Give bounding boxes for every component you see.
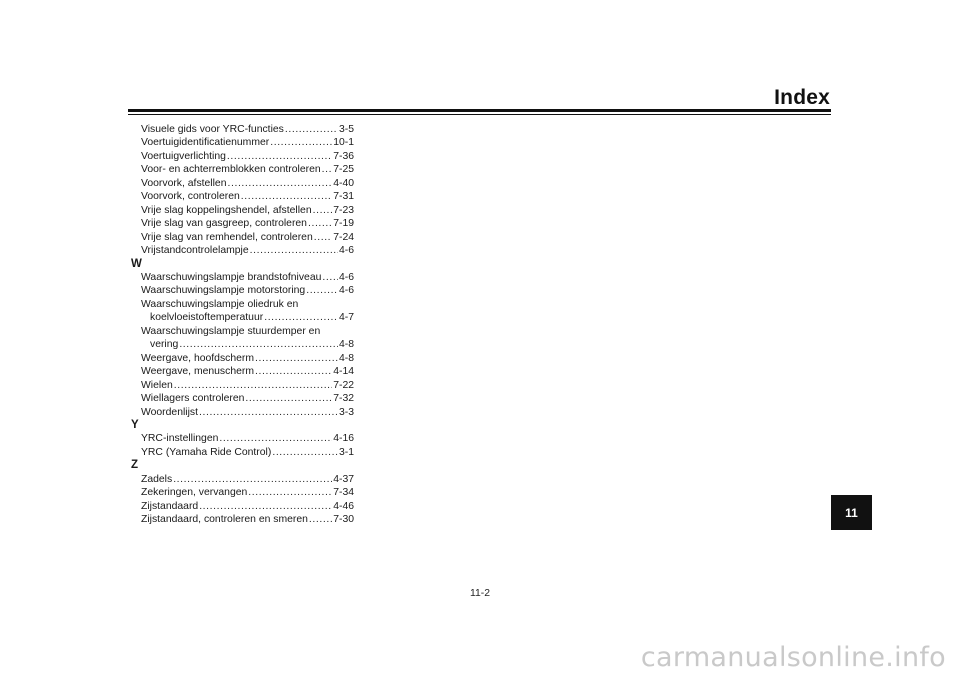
index-entry-page: 4-37	[333, 473, 354, 485]
index-entry-text: Voor- en achterremblokken controleren	[141, 164, 321, 176]
index-entry-text: Waarschuwingslampje motorstoring	[141, 285, 306, 297]
index-leader-dots	[264, 311, 338, 324]
index-entry	[131, 136, 354, 149]
index-entry-text: Wiellagers controleren	[141, 393, 245, 405]
index-entry	[131, 486, 354, 499]
index-leader-dots	[199, 406, 338, 419]
index-entry-text: Weergave, hoofdscherm	[141, 352, 255, 364]
index-letter-heading: Z	[131, 459, 139, 472]
index-entry-text: Zadels	[141, 473, 173, 485]
index-leader-dots	[227, 177, 332, 190]
index-entry-page: 4-7	[338, 312, 354, 324]
index-entry	[131, 338, 354, 351]
index-entry	[131, 231, 354, 244]
index-entry-page: 7-34	[333, 487, 354, 499]
watermark: carmanualsonline.info	[640, 642, 946, 673]
index-leader-dots	[255, 365, 332, 378]
index-entry-page: 10-1	[333, 137, 354, 149]
index-leader-dots	[308, 217, 332, 230]
index-entry-text: Zekeringen, vervangen	[141, 487, 248, 499]
index-leader-dots	[255, 352, 338, 365]
index-entry	[131, 365, 354, 378]
index-leader-dots	[227, 150, 332, 163]
index-entry-text: Wielen	[141, 379, 173, 391]
index-entry: Waarschuwingslampje stuurdemper en	[141, 325, 321, 337]
index-entry-text: Woordenlijst	[141, 406, 198, 418]
index-letter-heading: W	[131, 257, 142, 270]
index-leader-dots	[285, 123, 338, 136]
index-entry-page: 7-22	[333, 379, 354, 391]
index-entry	[131, 123, 354, 136]
index-leader-dots	[313, 204, 333, 217]
index-entry	[131, 352, 354, 365]
index-entry	[131, 204, 354, 217]
index-entry-page: 3-3	[338, 406, 354, 418]
index-entry	[131, 217, 354, 230]
index-leader-dots	[219, 432, 332, 445]
index-entry-text: Waarschuwingslampje brandstofniveau	[141, 271, 322, 283]
index-entry-text: Voorvork, afstellen	[141, 177, 227, 189]
index-leader-dots	[270, 136, 332, 149]
index-entry-page: 4-6	[338, 245, 354, 257]
index-entry-text: Vrije slag van remhendel, controleren	[141, 231, 313, 243]
chapter-tab	[831, 495, 872, 530]
index-entry-text: YRC-instellingen	[141, 433, 219, 445]
index-entry	[131, 473, 354, 486]
header-rule-thick	[128, 109, 831, 112]
index-entry-page: 7-36	[333, 150, 354, 162]
index-entry-page: 7-23	[333, 204, 354, 216]
index-entry-page: 4-46	[333, 500, 354, 512]
index-entry-page: 3-5	[338, 124, 354, 135]
index-entry	[131, 190, 354, 203]
index-entry-page: 4-16	[333, 433, 354, 445]
index-entry	[131, 311, 354, 324]
index-entry-text: Visuele gids voor YRC-functies	[141, 124, 284, 135]
index-entry	[131, 392, 354, 405]
index-entry-text: Vrije slag koppelingshendel, afstellen	[141, 204, 312, 216]
index-entry	[131, 406, 354, 419]
index-entry	[131, 150, 354, 163]
index-entry-page: 7-31	[333, 191, 354, 203]
index-entry-page: 4-14	[333, 366, 354, 378]
index-entry	[131, 513, 354, 526]
index-entry-text: Vrijstandcontrolelampje	[141, 245, 249, 257]
index-entry-page: 7-19	[333, 218, 354, 230]
index-leader-dots	[248, 486, 332, 499]
index-entry	[131, 432, 354, 445]
index-entry-text: vering	[150, 339, 179, 351]
index-entry-text: Zijstandaard	[141, 500, 199, 512]
index-entry-page: 7-25	[333, 164, 354, 176]
index-leader-dots	[179, 338, 338, 351]
index-entry	[131, 271, 354, 284]
index-leader-dots	[272, 446, 338, 459]
page-title: Index	[774, 86, 830, 109]
index-leader-dots	[241, 190, 332, 203]
page-number: 11-2	[470, 588, 491, 599]
index-entry-page: 4-6	[338, 285, 354, 297]
index-entry-page: 4-6	[338, 271, 354, 283]
index-entry-page: 4-8	[338, 352, 354, 364]
index-entry	[131, 244, 354, 257]
index-leader-dots	[314, 231, 332, 244]
index-entry-text: Voertuigidentificatienummer	[141, 137, 270, 149]
index-entry-text: Voorvork, controleren	[141, 191, 240, 203]
index-entry	[131, 446, 354, 459]
index-entry-page: 4-8	[338, 339, 354, 351]
index-entry	[131, 163, 354, 176]
index-column	[131, 123, 354, 527]
index-entry	[131, 177, 354, 190]
index-leader-dots	[322, 271, 338, 284]
index-leader-dots	[199, 500, 332, 513]
index-entry-page: 7-30	[333, 514, 354, 526]
index-entry-text: Zijstandaard, controleren en smeren	[141, 514, 308, 526]
index-entry: Waarschuwingslampje oliedruk en	[141, 298, 299, 310]
index-leader-dots	[174, 379, 332, 392]
index-entry-text: koelvloeistoftemperatuur	[150, 312, 264, 324]
index-leader-dots	[173, 473, 332, 486]
index-entry-text: Vrije slag van gasgreep, controleren	[141, 218, 307, 230]
index-leader-dots	[245, 392, 332, 405]
index-leader-dots	[250, 244, 338, 257]
index-entry	[131, 500, 354, 513]
header-rule-thin	[128, 114, 831, 115]
index-leader-dots	[322, 163, 333, 176]
chapter-tab-label: 11	[845, 505, 858, 520]
index-entry-page: 4-40	[333, 177, 354, 189]
index-entry-page: 3-1	[338, 446, 354, 458]
index-leader-dots	[306, 284, 338, 297]
index-entry	[131, 284, 354, 297]
index-entry-page: 7-24	[333, 231, 354, 243]
index-letter-heading: Y	[131, 418, 139, 431]
index-entry-page: 7-32	[333, 393, 354, 405]
index-entry	[131, 379, 354, 392]
index-entry-text: Voertuigverlichting	[141, 150, 226, 162]
index-entry-text: Weergave, menuscherm	[141, 366, 254, 378]
index-entry-text: YRC (Yamaha Ride Control)	[141, 446, 272, 458]
index-leader-dots	[309, 513, 332, 526]
